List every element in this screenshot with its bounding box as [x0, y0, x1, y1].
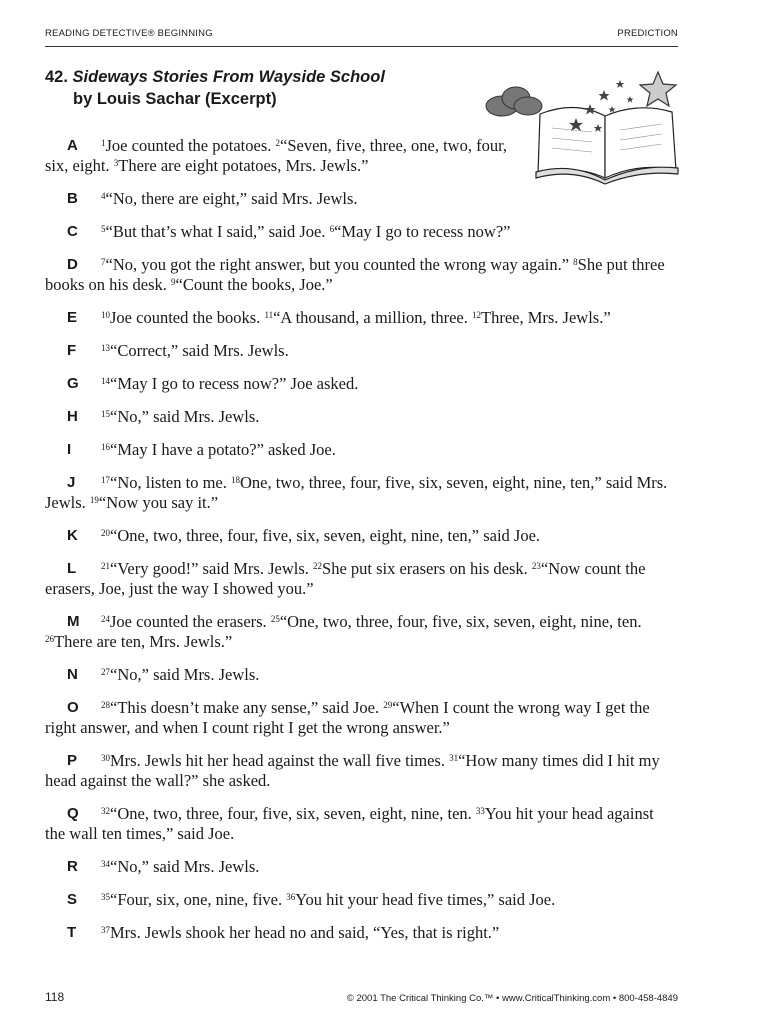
paragraph-letter: B: [67, 190, 78, 207]
sentence-text: “One, two, three, four, five, six, seven, eight, nine, ten.: [110, 804, 476, 823]
sentence-number: 33: [475, 806, 485, 817]
sentence-text: “Now count the erasers, Joe, just the way I showed you.”: [45, 559, 646, 598]
sentence-text: You hit your head against the wall ten times,” said Joe.: [45, 804, 654, 843]
paragraph-letter: O: [67, 699, 79, 716]
paragraph-letter: C: [67, 223, 78, 240]
paragraph-letter: P: [67, 752, 78, 769]
paragraph-text: [45, 189, 677, 209]
sentence-number: 24: [101, 614, 110, 625]
paragraph-letter: S: [67, 891, 78, 908]
paragraph-text: [45, 890, 677, 910]
sentence-text: “Now you say it.”: [98, 493, 219, 512]
sentence-text: “No, you got the right answer, but you counted the wrong way again.”: [105, 255, 574, 274]
sentence-text: Mrs. Jewls hit her head against the wall five times.: [110, 751, 450, 770]
sentence-text: There are eight potatoes, Mrs. Jewls.”: [118, 156, 369, 175]
paragraph-s: [45, 890, 677, 910]
page-number: 118: [45, 990, 65, 1004]
sentence-number: 22: [313, 561, 323, 572]
page-header: [45, 28, 678, 39]
sentence-text: “No, listen to me.: [110, 473, 231, 492]
sentence-number: 11: [264, 310, 274, 321]
paragraph-q: [45, 804, 677, 844]
paragraph-r: [45, 857, 677, 877]
paragraph-letter: J: [67, 474, 76, 491]
paragraph-letter: L: [67, 560, 77, 577]
paragraph-text: [45, 857, 677, 877]
story-byline: by Louis Sachar (Excerpt): [73, 90, 277, 108]
paragraph-m: [45, 612, 677, 652]
sentence-text: Joe counted the books.: [110, 308, 265, 327]
sentence-text: “Correct,” said Mrs. Jewls.: [110, 341, 289, 360]
paragraph-b: [45, 189, 677, 209]
paragraph-k: [45, 526, 677, 546]
series-title: READING DETECTIVE® BEGINNING: [45, 28, 213, 39]
sentence-number: 9: [171, 277, 176, 288]
sentence-number: 8: [573, 257, 578, 268]
sentence-text: You hit your head five times,” said Joe.: [295, 890, 556, 909]
sentence-number: 17: [101, 475, 110, 486]
sentence-text: Three, Mrs. Jewls.”: [481, 308, 611, 327]
paragraph-letter: F: [67, 342, 77, 359]
sentence-text: “Four, six, one, nine, five.: [110, 890, 287, 909]
paragraph-t: [45, 923, 677, 943]
sentence-number: 7: [101, 257, 106, 268]
sentence-number: 12: [472, 310, 481, 321]
sentence-number: 25: [270, 614, 280, 625]
story-passage: [45, 136, 677, 943]
sentence-number: 5: [101, 224, 106, 235]
paragraph-o: [45, 698, 677, 738]
paragraph-text: [45, 698, 677, 738]
sentence-number: 31: [449, 753, 459, 764]
paragraph-text: [45, 473, 677, 513]
sentence-number: 30: [101, 753, 110, 764]
story-heading: [45, 66, 385, 110]
sentence-text: “A thousand, a million, three.: [273, 308, 472, 327]
paragraph-text: [45, 526, 677, 546]
story-number: 42.: [45, 68, 68, 86]
sentence-number: 4: [101, 191, 106, 202]
sentence-text: “But that’s what I said,” said Joe.: [105, 222, 330, 241]
sentence-number: 36: [286, 892, 296, 903]
paragraph-n: [45, 665, 677, 685]
paragraph-d: [45, 255, 677, 295]
paragraph-text: [45, 374, 677, 394]
sentence-number: 28: [101, 700, 110, 711]
sentence-number: 26: [45, 634, 54, 645]
paragraph-e: [45, 308, 677, 328]
sentence-number: 20: [101, 528, 110, 539]
paragraph-text: [45, 308, 677, 328]
paragraph-letter: G: [67, 375, 79, 392]
paragraph-h: [45, 407, 677, 427]
paragraph-letter: M: [67, 613, 80, 630]
sentence-text: “No,” said Mrs. Jewls.: [110, 665, 260, 684]
paragraph-letter: I: [67, 441, 72, 458]
sentence-number: 34: [101, 859, 110, 870]
sentence-text: “No,” said Mrs. Jewls.: [110, 407, 260, 426]
sentence-number: 29: [383, 700, 393, 711]
sentence-number: 21: [101, 561, 110, 572]
paragraph-text: [45, 923, 677, 943]
sentence-number: 2: [275, 138, 280, 149]
paragraph-text: [45, 665, 677, 685]
paragraph-f: [45, 341, 677, 361]
sentence-text: “May I go to recess now?”: [334, 222, 511, 241]
paragraph-text: [45, 559, 677, 599]
paragraph-l: [45, 559, 677, 599]
paragraph-a: [45, 136, 677, 176]
paragraph-text: [45, 407, 677, 427]
sentence-number: 1: [101, 138, 106, 149]
paragraph-text: [45, 612, 677, 652]
sentence-number: 6: [329, 224, 335, 235]
sentence-number: 3: [113, 158, 119, 169]
sentence-text: “One, two, three, four, five, six, seven, eight, nine, ten,” said Joe.: [110, 526, 541, 545]
paragraph-letter: K: [67, 527, 78, 544]
page-footer: [45, 990, 678, 1004]
sentence-text: “When I count the wrong way I get the right answer, and when I count right I get the wrong answer.”: [45, 698, 650, 737]
paragraph-text: [45, 136, 677, 176]
sentence-text: “No,” said Mrs. Jewls.: [110, 857, 260, 876]
sentence-number: 16: [101, 442, 110, 453]
paragraph-text: [45, 341, 677, 361]
sentence-number: 13: [101, 343, 110, 354]
sentence-number: 14: [101, 376, 110, 387]
story-title: Sideways Stories From Wayside School: [72, 68, 385, 86]
sentence-number: 10: [101, 310, 110, 321]
section-label: PREDICTION: [617, 28, 678, 39]
sentence-text: “This doesn’t make any sense,” said Joe.: [110, 698, 384, 717]
sentence-text: “May I go to recess now?” Joe asked.: [110, 374, 359, 393]
sentence-text: “Count the books, Joe.”: [175, 275, 333, 294]
paragraph-p: [45, 751, 677, 791]
sentence-number: 32: [101, 806, 110, 817]
sentence-text: One, two, three, four, five, six, seven, eight, nine, ten,” said Mrs. Jewls.: [45, 473, 668, 512]
sentence-text: “Very good!” said Mrs. Jewls.: [110, 559, 314, 578]
sentence-text: Joe counted the erasers.: [110, 612, 271, 631]
paragraph-text: [45, 255, 677, 295]
sentence-number: 27: [101, 667, 110, 678]
sentence-text: “May I have a potato?” asked Joe.: [110, 440, 336, 459]
sentence-number: 37: [101, 925, 110, 936]
paragraph-letter: N: [67, 666, 78, 683]
sentence-text: She put six erasers on his desk.: [322, 559, 532, 578]
paragraph-i: [45, 440, 677, 460]
paragraph-letter: T: [67, 924, 77, 941]
paragraph-letter: R: [67, 858, 78, 875]
paragraph-c: [45, 222, 677, 242]
paragraph-letter: D: [67, 256, 78, 273]
paragraph-letter: Q: [67, 805, 79, 822]
sentence-text: There are ten, Mrs. Jewls.”: [54, 632, 233, 651]
paragraph-letter: A: [67, 137, 78, 154]
paragraph-letter: H: [67, 408, 78, 425]
sentence-text: Mrs. Jewls shook her head no and said, “Yes, that is right.”: [110, 923, 500, 942]
sentence-text: “How many times did I hit my head against the wall?” she asked.: [45, 751, 660, 790]
sentence-text: Joe counted the potatoes.: [105, 136, 276, 155]
sentence-text: “Seven, five, three, one, two, four, six, eight.: [45, 136, 508, 175]
sentence-number: 18: [230, 475, 240, 486]
paragraph-j: [45, 473, 677, 513]
copyright-notice: © 2001 The Critical Thinking Co.™ • www.CriticalThinking.com • 800-458-4849: [346, 993, 678, 1004]
paragraph-letter: E: [67, 309, 78, 326]
paragraph-text: [45, 440, 677, 460]
header-divider: [45, 46, 678, 47]
sentence-number: 15: [101, 409, 110, 420]
paragraph-text: [45, 804, 677, 844]
sentence-number: 35: [101, 892, 110, 903]
sentence-text: She put three books on his desk.: [45, 255, 665, 294]
paragraph-text: [45, 751, 677, 791]
paragraph-text: [45, 222, 677, 242]
sentence-number: 19: [89, 495, 99, 506]
paragraph-g: [45, 374, 677, 394]
sentence-number: 23: [531, 561, 541, 572]
sentence-text: “No, there are eight,” said Mrs. Jewls.: [105, 189, 358, 208]
sentence-text: “One, two, three, four, five, six, seven, eight, nine, ten.: [279, 612, 642, 631]
